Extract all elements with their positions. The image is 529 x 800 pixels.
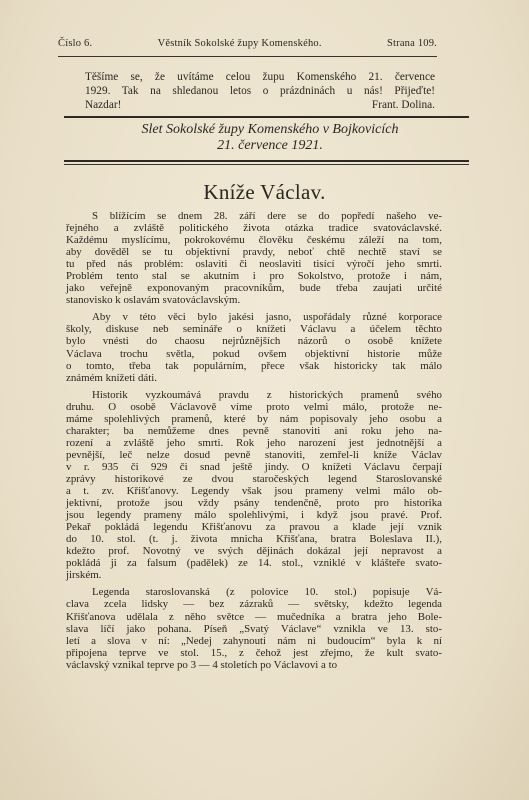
journal-title: Věstník Sokolské župy Komenského. xyxy=(157,38,322,49)
notice-line: 1929. Tak na shledanou letos o prázdninách u nás! Přijeďte! xyxy=(85,85,435,97)
slet-line: Slet Sokolské župy Komenského v Bojkovicích xyxy=(141,122,399,137)
invitation-notice xyxy=(85,70,435,112)
text-line: S blížícím se dnem 28. září dere se do popředí našeho ve- xyxy=(92,210,442,222)
text-line: charakter; ba nemůžeme dnes pevně stanoviti ani roku jeho na- xyxy=(66,424,442,437)
signature: Frant. Dolina. xyxy=(371,99,435,111)
text-line: řejného a zvláště politického života otázka tradice svatováclavské. xyxy=(66,222,442,235)
text-line: Křišťanova udělala z něho světce — mučedníka a bratra jeho Bole- xyxy=(66,610,442,623)
article-body xyxy=(66,210,442,671)
page-header xyxy=(58,38,437,49)
text-line: aby dověděl se tu objektivní pravdy, neboť chtě nechtě staví se xyxy=(66,246,442,259)
text-line: Václava trochu světla, pokud ovšem objektivní historie může xyxy=(66,347,442,360)
text-line: bylo vnésti do chaosu nejrůznějších názorů o osobě knížete xyxy=(66,335,442,348)
text-line: o tomto, třeba tak populárním, přece však historicky tak málo xyxy=(66,359,442,372)
text-line: pokládá ji za falsum (padělek) ze 14. stol., vzniklé v klášteře svato- xyxy=(66,557,442,570)
slet-announcement xyxy=(70,122,470,154)
text-line: zprávy historikové ze dvou staročeských legend Staroslovanské xyxy=(66,472,442,485)
text-line: slava líčí jako pohana. Píseň „Svatý Václave“ vznikla ve 13. sto- xyxy=(66,622,442,635)
issue-number: Číslo 6. xyxy=(58,38,93,49)
text-line: Aby v této věci bylo jakési jasno, uspořádaly různé korporace xyxy=(92,311,442,324)
header-rule xyxy=(58,56,437,57)
text-line: školy, diskuse neb semináře o knížeti Václavu a účelem těchto xyxy=(66,323,442,336)
text-line: Legenda staroslovanská (z polovice 10. stol.) popisuje Vá- xyxy=(92,586,442,599)
section-rule xyxy=(64,164,469,165)
text-line: do 10. stol. (t. j. života mnicha Křišťana, bratra Boleslava II.), xyxy=(66,533,442,546)
text-line: Historik vyzkoumává pravdu z historických pramenů svého xyxy=(92,388,442,401)
text-line: Problém tento stal se akutním i pro Sokolstvo, protože i nám, xyxy=(66,270,442,283)
text-line: stanovisko k oslavám svatováclavským. xyxy=(66,294,241,307)
article-title: Kníže Václav. xyxy=(203,180,326,204)
text-line: máme spolehlivých pramenů, které by nám popisovaly jeho osobu a xyxy=(66,412,442,425)
text-line: letí a slova v ní: „Nedej zahynouti nám ni budoucím“ byla k ní xyxy=(66,634,442,647)
article-paragraph xyxy=(66,210,442,306)
text-line: jirském. xyxy=(66,569,102,582)
article-paragraph xyxy=(66,311,442,383)
greeting: Nazdar! xyxy=(85,99,122,111)
text-line: jektivní, protože jsou vždy psány tendenčně, proto pro historika xyxy=(66,497,442,510)
text-line: známém knížeti dáti. xyxy=(66,371,158,384)
text-line: v r. 935 či 929 či snad ještě jindy. O knížeti Václavu čerpají xyxy=(66,460,442,473)
text-line: Každému myslícímu, pokrokovému člověku českému záleží na tom, xyxy=(66,234,442,247)
text-line: a t. zv. Křišťanovy. Legendy však jsou prameny velmi málo ob- xyxy=(66,485,442,498)
text-line: clava zcela lidsky — bez zázraků — světsky, kdežto legenda xyxy=(66,598,442,611)
article-paragraph xyxy=(66,586,442,670)
slet-date: 21. července 1921. xyxy=(217,138,323,153)
section-rule xyxy=(64,116,469,118)
notice-line: Těšíme se, že uvítáme celou župu Komenského 21. července xyxy=(85,71,435,83)
page-number: Strana 109. xyxy=(386,38,437,49)
section-rule xyxy=(64,160,469,162)
text-line: jako veřejně exponovaným pracovníkům, bude třeba zaujati určité xyxy=(66,282,442,295)
text-line: rození a zvláště jeho smrti. Rok jeho narození jest jednotnější a xyxy=(66,436,442,449)
article-paragraph xyxy=(66,389,442,582)
text-line: tu před nás problém: oslaviti či neoslaviti tisící výročí jeho smrti. xyxy=(66,258,442,271)
text-line: připojena teprve ve stol. 15., z čehož jest zřejmo, že kult svato- xyxy=(66,646,442,659)
text-line: Pekař pokládá legendu Křišťanovu za pravou a klade její vznik xyxy=(66,521,442,534)
text-line: pevnější, leč nelze dosud pevně stanoviti, zemřel-li kníže Václav xyxy=(66,448,442,461)
text-line: kdežto prof. Novotný ve svých dějinách dokázal její nepravost a xyxy=(66,545,442,558)
text-line: druhu. O osobě Václavově víme proto velmi málo, protože ne- xyxy=(66,400,442,413)
text-line: václavský vznikal teprve po 3 — 4 stoletích po Václavovi a to xyxy=(66,658,338,671)
text-line: jsou legendy prameny málo spolehlivými, i když jsou pravé. Prof. xyxy=(66,509,442,522)
